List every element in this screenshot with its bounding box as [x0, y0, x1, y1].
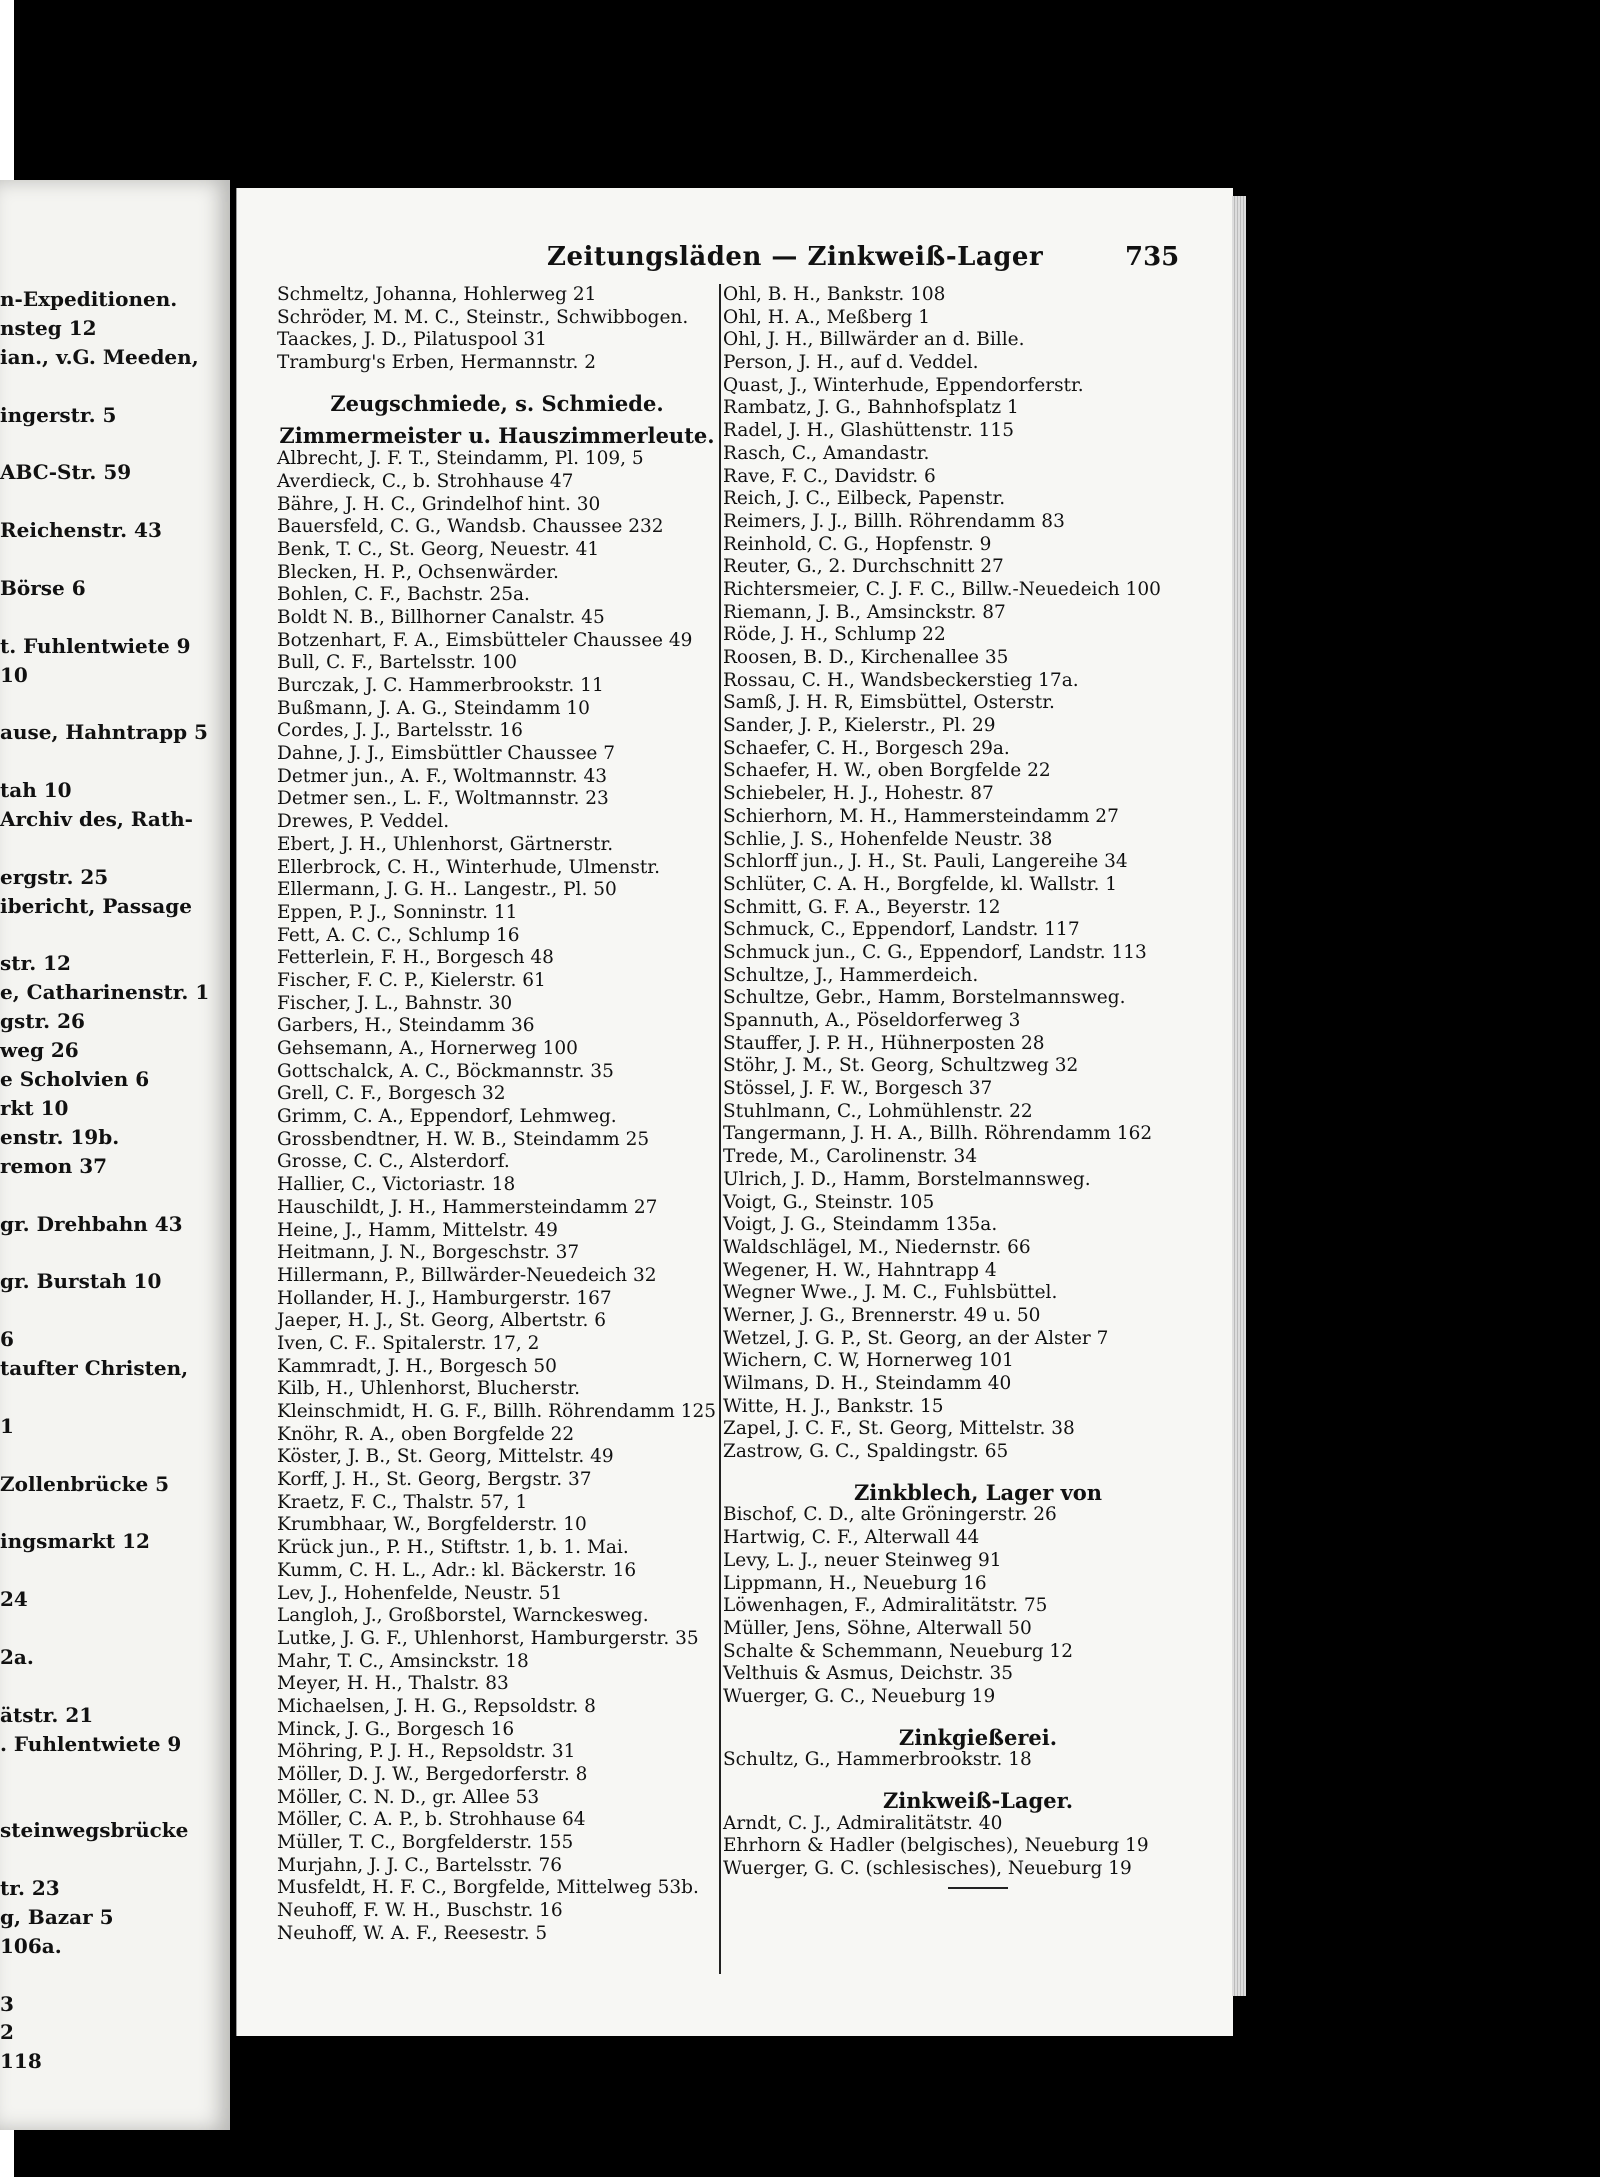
- list-item: Gehsemann, A., Hornerweg 100: [277, 1038, 578, 1059]
- list-item: Iven, C. F.. Spitalerstr. 17, 2: [277, 1332, 540, 1354]
- list-item: Jaeper, H. J., St. Georg, Albertstr. 6: [277, 1310, 607, 1332]
- list-item: Schaefer, C. H., Borgesch 29a.: [723, 737, 1010, 759]
- page-header: [237, 242, 1233, 282]
- list-item: Schlorff jun., J. H., St. Pauli, Langereihe 34: [723, 851, 1128, 873]
- left-page-line: weg 26: [0, 1039, 79, 1063]
- list-item: Ulrich, J. D., Hamm, Borstelmannsweg.: [723, 1168, 1091, 1190]
- left-page-line: Börse 6: [0, 576, 86, 600]
- list-item: Ohl, J. H., Billwärder an d. Bille.: [723, 329, 1025, 351]
- left-page-line: [0, 606, 209, 635]
- left-page-line: [0, 924, 209, 953]
- list-item: Neuhoff, F. W. H., Buschstr. 16: [277, 1900, 563, 1922]
- list-item: Riemann, J. B., Amsinckstr. 87: [723, 601, 1006, 623]
- list-item: Heine, J., Hamm, Mittelstr. 49: [277, 1219, 558, 1241]
- list-item: Stauffer, J. P. H., Hühnerposten 28: [723, 1032, 1045, 1054]
- list-item: Rossau, C. H., Wandsbeckerstieg 17a.: [723, 669, 1079, 691]
- list-item: Schmuck jun., C. G., Eppendorf, Landstr. 113: [723, 941, 1147, 963]
- left-page-line: Zollenbrücke 5: [0, 1472, 170, 1496]
- left-page-line: gr. Drehbahn 43: [0, 1212, 183, 1236]
- left-page-line: [0, 548, 209, 577]
- list-item: Reuter, G., 2. Durchschnitt 27: [723, 556, 1004, 578]
- list-item: Röde, J. H., Schlump 22: [723, 624, 946, 646]
- list-item: Wetzel, J. G. P., St. Georg, an der Alster 7: [723, 1327, 1109, 1349]
- list-item: Krück jun., P. H., Stiftstr. 1, b. 1. Mai.: [277, 1537, 629, 1559]
- list-item: Müller, Jens, Söhne, Alterwall 50: [723, 1617, 1032, 1639]
- section-heading-zinkblech: Zinkblech, Lager von: [853, 1479, 1103, 1505]
- left-page-line: [0, 1675, 209, 1704]
- left-page-line: [0, 432, 209, 461]
- list-item: Langloh, J., Großborstel, Warnckesweg.: [277, 1605, 649, 1627]
- left-page-line: tah 10: [0, 779, 72, 803]
- left-page-line: ätstr. 21: [0, 1703, 94, 1727]
- list-item: Voigt, J. G., Steindamm 135a.: [723, 1214, 998, 1236]
- left-page-line: [0, 1184, 209, 1213]
- left-page-line: 3: [0, 1992, 14, 2016]
- end-rule: [948, 1887, 1008, 1889]
- left-page-line: str. 12: [0, 952, 71, 976]
- list-item: Albrecht, J. F. T., Steindamm, Pl. 109, 5: [277, 448, 644, 470]
- list-item: Samß, J. H. R, Eimsbüttel, Osterstr.: [723, 692, 1055, 714]
- list-item: Garbers, H., Steindamm 36: [277, 1015, 535, 1037]
- left-page-line: ian., v.G. Meeden,: [0, 345, 199, 369]
- list-item: Mahr, T. C., Amsinckstr. 18: [277, 1650, 529, 1672]
- list-item: Stuhlmann, C., Lohmühlenstr. 22: [723, 1100, 1033, 1122]
- list-item: Bußmann, J. A. G., Steindamm 10: [277, 697, 590, 719]
- list-item: Schierhorn, M. H., Hammersteindamm 27: [723, 805, 1119, 827]
- list-item: Lippmann, H., Neueburg 16: [723, 1572, 987, 1594]
- list-item: Wuerger, G. C., Neueburg 19: [723, 1685, 996, 1707]
- list-item: Ohl, B. H., Bankstr. 108: [723, 284, 946, 305]
- list-item: Trede, M., Carolinenstr. 34: [723, 1146, 978, 1168]
- list-item: Korff, J. H., St. Georg, Bergstr. 37: [277, 1469, 592, 1491]
- list-item: Blecken, H. P., Ochsenwärder.: [277, 561, 559, 583]
- left-page-line: [0, 837, 209, 866]
- list-item: Bull, C. F., Bartelsstr. 100: [277, 652, 518, 674]
- left-page-line: gr. Burstah 10: [0, 1270, 162, 1294]
- left-page-line: ause, Hahntrapp 5: [0, 721, 208, 745]
- list-item: Wuerger, G. C. (schlesisches), Neueburg 19: [723, 1858, 1132, 1880]
- left-page-line: [0, 1386, 209, 1415]
- list-item: Fischer, F. C. P., Kielerstr. 61: [277, 969, 546, 991]
- list-item: Levy, L. J., neuer Steinweg 91: [723, 1549, 1002, 1571]
- list-item: Hauschildt, J. H., Hammersteindamm 27: [277, 1196, 658, 1218]
- left-page-line: remon 37: [0, 1154, 108, 1178]
- left-page-line: [0, 1761, 209, 1790]
- left-page-line: [0, 1444, 209, 1473]
- list-item: Meyer, H. H., Thalstr. 83: [277, 1673, 509, 1695]
- left-page-line: enstr. 19b.: [0, 1125, 120, 1149]
- list-item: Tramburg's Erben, Hermannstr. 2: [277, 352, 597, 374]
- list-item: Schultze, J., Hammerdeich.: [723, 964, 979, 986]
- list-item: Schmeltz, Johanna, Hohlerweg 21: [277, 284, 597, 305]
- left-page-line: . Fuhlentwiete 9: [0, 1732, 182, 1756]
- left-page-line: Reichenstr. 43: [0, 519, 162, 543]
- list-item: Löwenhagen, F., Admiralitätstr. 75: [723, 1595, 1048, 1617]
- list-item: Werner, J. G., Brennerstr. 49 u. 50: [723, 1304, 1041, 1326]
- left-page-line: e Scholvien 6: [0, 1068, 150, 1092]
- list-item: Botzenhart, F. A., Eimsbütteler Chaussee 49: [277, 629, 693, 651]
- list-item: Zastrow, G. C., Spaldingstr. 65: [723, 1441, 1009, 1463]
- list-item: Schultz, G., Hammerbrookstr. 18: [723, 1749, 1032, 1771]
- list-item: Müller, T. C., Borgfelderstr. 155: [277, 1832, 574, 1854]
- list-item: Schlie, J. S., Hohenfelde Neustr. 38: [723, 828, 1053, 850]
- left-page-line: steinwegsbrücke: [0, 1819, 189, 1843]
- list-item: Reimers, J. J., Billh. Röhrendamm 83: [723, 510, 1065, 532]
- list-item: Gottschalck, A. C., Böckmannstr. 35: [277, 1060, 614, 1082]
- left-page-line: 24: [0, 1588, 28, 1612]
- list-item: Knöhr, R. A., oben Borgfelde 22: [277, 1423, 575, 1445]
- list-item: Grimm, C. A., Eppendorf, Lehmweg.: [277, 1106, 617, 1128]
- list-item: Neuhoff, W. A. F., Reesestr. 5: [277, 1922, 548, 1944]
- list-item: Stöhr, J. M., St. Georg, Schultzweg 32: [723, 1055, 1079, 1077]
- left-page-line: 118: [0, 2050, 42, 2074]
- left-page-line: 6: [0, 1328, 14, 1352]
- left-page-line: ingsmarkt 12: [0, 1530, 150, 1554]
- list-item: Bähre, J. H. C., Grindelhof hint. 30: [277, 493, 601, 515]
- section-heading-zinkweiss: Zinkweiß-Lager.: [882, 1788, 1074, 1813]
- left-page-line: [0, 1964, 209, 1993]
- list-item: Ehrhorn & Hadler (belgisches), Neueburg 19: [723, 1835, 1149, 1857]
- left-page-line: rkt 10: [0, 1096, 69, 1120]
- list-item: Hollander, H. J., Hamburgerstr. 167: [277, 1287, 612, 1309]
- list-item: Detmer sen., L. F., Woltmannstr. 23: [277, 788, 609, 810]
- list-item: Wegner Wwe., J. M. C., Fuhlsbüttel.: [723, 1282, 1058, 1304]
- list-item: Fetterlein, F. H., Borgesch 48: [277, 947, 554, 969]
- left-page-line: [0, 1241, 209, 1270]
- list-item: Bauersfeld, C. G., Wandsb. Chaussee 232: [277, 516, 664, 538]
- left-page-line: n-Expeditionen.: [0, 288, 178, 311]
- left-page-line: [0, 1617, 209, 1646]
- right-column: [723, 284, 1233, 1889]
- list-item: Drewes, P. Veddel.: [277, 811, 450, 833]
- list-item: Kleinschmidt, H. G. F., Billh. Röhrendamm 125: [277, 1401, 717, 1422]
- list-item: Cordes, J. J., Bartelsstr. 16: [277, 720, 523, 742]
- list-item: Krumbhaar, W., Borgfelderstr. 10: [277, 1514, 587, 1536]
- list-item: Möhring, P. J. H., Repsoldstr. 31: [277, 1741, 576, 1763]
- list-item: Ebert, J. H., Uhlenhorst, Gärtnerstr.: [277, 833, 614, 855]
- list-item: Murjahn, J. J. C., Bartelsstr. 76: [277, 1854, 562, 1876]
- list-item: Averdieck, C., b. Strohhause 47: [277, 470, 574, 492]
- list-item: Rasch, C., Amandastr.: [723, 442, 930, 464]
- list-item: Schultze, Gebr., Hamm, Borstelmannsweg.: [723, 987, 1126, 1009]
- left-page-line: 10: [0, 663, 28, 687]
- list-item: Eppen, P. J., Sonninstr. 11: [277, 901, 518, 923]
- list-item: Boldt N. B., Billhorner Canalstr. 45: [277, 606, 605, 628]
- left-page-line: [0, 1559, 209, 1588]
- list-item: Möller, D. J. W., Bergedorferstr. 8: [277, 1764, 588, 1785]
- left-page-line: [0, 1848, 209, 1877]
- list-item: Burczak, J. C. Hammerbrookstr. 11: [277, 675, 604, 696]
- list-item: Grossbendtner, H. W. B., Steindamm 25: [277, 1128, 650, 1150]
- left-page-line: [0, 1299, 209, 1328]
- list-item: Möller, C. N. D., gr. Allee 53: [277, 1786, 540, 1808]
- list-item: Lev, J., Hohenfelde, Neustr. 51: [277, 1582, 563, 1604]
- right-page: [236, 188, 1233, 2036]
- list-item: Arndt, C. J., Admiralitätstr. 40: [723, 1812, 1003, 1834]
- list-item: Fett, A. C. C., Schlump 16: [277, 924, 520, 946]
- list-item: Hillermann, P., Billwärder-Neuedeich 32: [277, 1264, 657, 1286]
- left-page-line: 1: [0, 1414, 14, 1438]
- list-item: Richtersmeier, C. J. F. C., Billw.-Neuedeich 100: [723, 578, 1161, 600]
- left-page-line: t. Fuhlentwiete 9: [0, 634, 191, 658]
- list-item: Heitmann, J. N., Borgeschstr. 37: [277, 1242, 580, 1264]
- list-item: Schmuck, C., Eppendorf, Landstr. 117: [723, 919, 1080, 941]
- left-page: [0, 180, 230, 2130]
- list-item: Lutke, J. G. F., Uhlenhorst, Hamburgerstr. 35: [277, 1627, 699, 1649]
- list-item: Waldschlägel, M., Niedernstr. 66: [723, 1236, 1031, 1258]
- list-item: Rambatz, J. G., Bahnhofsplatz 1: [723, 397, 1019, 419]
- list-item: Hartwig, C. F., Alterwall 44: [723, 1527, 980, 1549]
- left-page-text: [0, 288, 209, 2079]
- left-page-line: [0, 375, 209, 404]
- list-item: Reinhold, C. G., Hopfenstr. 9: [723, 533, 992, 555]
- list-item: Zapel, J. C. F., St. Georg, Mittelstr. 38: [723, 1418, 1075, 1440]
- section-heading-zeugschmiede: Zeugschmiede, s. Schmiede.: [330, 390, 664, 416]
- list-item: Roosen, B. D., Kirchenallee 35: [723, 647, 1009, 668]
- column-divider: [719, 284, 721, 1974]
- list-item: Ellermann, J. G. H.. Langestr., Pl. 50: [277, 879, 617, 901]
- left-page-line: tr. 23: [0, 1876, 60, 1900]
- left-page-line: ingerstr. 5: [0, 403, 117, 427]
- list-item: Benk, T. C., St. Georg, Neuestr. 41: [277, 538, 600, 560]
- list-item: Stössel, J. F. W., Borgesch 37: [723, 1078, 993, 1100]
- left-page-line: 2: [0, 2021, 14, 2045]
- left-page-line: Archiv des, Rath-: [0, 808, 193, 832]
- left-page-line: gstr. 26: [0, 1010, 85, 1034]
- left-column: [277, 284, 717, 1946]
- running-title: Zeitungsläden — Zinkweiß-Lager: [547, 242, 1044, 272]
- list-item: Bohlen, C. F., Bachstr. 25a.: [277, 584, 530, 606]
- list-item: Michaelsen, J. H. G., Repsoldstr. 8: [277, 1695, 596, 1717]
- list-item: Bischof, C. D., alte Gröningerstr. 26: [723, 1504, 1057, 1526]
- list-item: Möller, C. A. P., b. Strohhause 64: [277, 1809, 586, 1831]
- left-page-line: [0, 750, 209, 779]
- list-item: Schröder, M. M. C., Steinstr., Schwibbogen.: [277, 306, 689, 328]
- list-item: Witte, H. J., Bankstr. 15: [723, 1395, 944, 1417]
- left-page-line: ibericht, Passage: [0, 894, 192, 918]
- list-item: Rave, F. C., Davidstr. 6: [723, 465, 936, 487]
- left-page-line: [0, 1790, 209, 1819]
- list-item: Detmer jun., A. F., Woltmannstr. 43: [277, 765, 608, 787]
- left-page-line: e, Catharinenstr. 1: [0, 981, 210, 1005]
- section-heading-zimmermeister: Zimmermeister u. Hauszimmerleute.: [279, 423, 715, 449]
- list-item: Wegener, H. W., Hahntrapp 4: [723, 1259, 997, 1281]
- list-item: Velthuis & Asmus, Deichstr. 35: [723, 1663, 1014, 1685]
- list-item: Voigt, G., Steinstr. 105: [723, 1191, 935, 1213]
- left-page-line: ABC-Str. 59: [0, 461, 132, 485]
- list-item: Kumm, C. H. L., Adr.: kl. Bäckerstr. 16: [277, 1559, 637, 1581]
- list-item: Wilmans, D. H., Steindamm 40: [723, 1373, 1012, 1394]
- list-item: Kammradt, J. H., Borgesch 50: [277, 1355, 557, 1377]
- page-number: 735: [1125, 242, 1180, 272]
- list-item: Fischer, J. L., Bahnstr. 30: [277, 992, 513, 1014]
- left-page-line: ergstr. 25: [0, 865, 109, 889]
- list-item: Schalte & Schemmann, Neueburg 12: [723, 1640, 1073, 1662]
- left-page-line: nsteg 12: [0, 316, 97, 340]
- list-item: Schlüter, C. A. H., Borgfelde, kl. Wallstr. 1: [723, 873, 1118, 895]
- left-page-line: taufter Christen,: [0, 1356, 189, 1380]
- page-edge: [1232, 196, 1246, 1996]
- list-item: Radel, J. H., Glashüttenstr. 115: [723, 420, 1014, 442]
- list-item: Hallier, C., Victoriastr. 18: [277, 1174, 516, 1196]
- list-item: Grell, C. F., Borgesch 32: [277, 1083, 506, 1105]
- left-page-line: [0, 490, 209, 519]
- left-page-line: g, Bazar 5: [0, 1905, 114, 1929]
- list-item: Minck, J. G., Borgesch 16: [277, 1718, 515, 1740]
- list-item: Taackes, J. D., Pilatuspool 31: [277, 329, 547, 351]
- list-item: Ohl, H. A., Meßberg 1: [723, 306, 931, 328]
- list-item: Reich, J. C., Eilbeck, Papenstr.: [723, 488, 1006, 510]
- list-item: Ellerbrock, C. H., Winterhude, Ulmenstr.: [277, 856, 660, 878]
- list-item: Dahne, J. J., Eimsbüttler Chaussee 7: [277, 743, 615, 765]
- section-heading-zinkgiesserei: Zinkgießerei.: [898, 1724, 1058, 1750]
- list-item: Schiebeler, H. J., Hohestr. 87: [723, 783, 994, 805]
- list-item: Kilb, H., Uhlenhorst, Blucherstr.: [277, 1378, 581, 1400]
- list-item: Quast, J., Winterhude, Eppendorferstr.: [723, 374, 1084, 396]
- list-item: Spannuth, A., Pöseldorferweg 3: [723, 1010, 1021, 1031]
- list-item: Schmitt, G. F. A., Beyerstr. 12: [723, 896, 1001, 918]
- left-page-line: [0, 1501, 209, 1530]
- left-page-line: 2a.: [0, 1645, 34, 1669]
- left-page-line: 106a.: [0, 1934, 62, 1958]
- list-item: Tangermann, J. H. A., Billh. Röhrendamm 162: [723, 1123, 1153, 1145]
- left-page-line: [0, 692, 209, 721]
- list-item: Köster, J. B., St. Georg, Mittelstr. 49: [277, 1446, 614, 1468]
- list-item: Sander, J. P., Kielerstr., Pl. 29: [723, 715, 996, 737]
- list-item: Wichern, C. W, Hornerweg 101: [723, 1350, 1014, 1372]
- list-item: Schaefer, H. W., oben Borgfelde 22: [723, 760, 1051, 782]
- list-item: Musfeldt, H. F. C., Borgfelde, Mittelweg 53b.: [277, 1877, 699, 1899]
- list-item: Person, J. H., auf d. Veddel.: [723, 352, 979, 374]
- list-item: Grosse, C. C., Alsterdorf.: [277, 1151, 510, 1173]
- list-item: Kraetz, F. C., Thalstr. 57, 1: [277, 1491, 528, 1513]
